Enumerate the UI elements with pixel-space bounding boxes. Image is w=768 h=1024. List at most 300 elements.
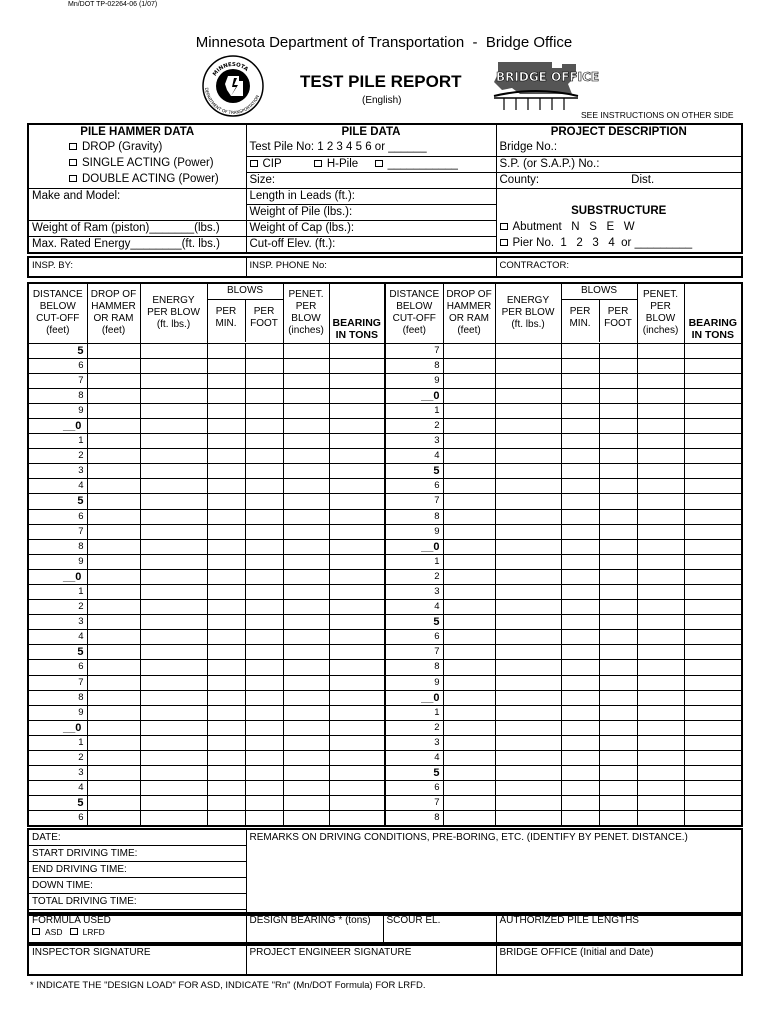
entry-cell[interactable] (495, 388, 561, 403)
pile-other-field[interactable]: ___________ (387, 157, 458, 170)
entry-cell[interactable] (637, 449, 684, 464)
entry-cell[interactable] (87, 796, 140, 811)
entry-cell[interactable] (443, 811, 495, 827)
entry-cell[interactable] (283, 449, 329, 464)
entry-cell[interactable] (87, 645, 140, 660)
entry-cell[interactable] (140, 358, 207, 373)
entry-cell[interactable] (87, 690, 140, 705)
entry-cell[interactable] (495, 600, 561, 615)
weight-pile-field[interactable]: Weight of Pile (lbs.): (246, 204, 496, 220)
entry-cell[interactable] (637, 418, 684, 433)
entry-cell[interactable] (443, 675, 495, 690)
entry-cell[interactable] (283, 811, 329, 827)
entry-cell[interactable] (561, 479, 599, 494)
entry-cell[interactable] (329, 569, 385, 584)
entry-cell[interactable] (684, 434, 742, 449)
entry-cell[interactable] (140, 705, 207, 720)
entry-cell[interactable] (443, 630, 495, 645)
entry-cell[interactable] (283, 373, 329, 388)
entry-cell[interactable] (684, 675, 742, 690)
entry-cell[interactable] (245, 645, 283, 660)
entry-cell[interactable] (140, 479, 207, 494)
entry-cell[interactable] (684, 569, 742, 584)
entry-cell[interactable] (140, 585, 207, 600)
entry-cell[interactable] (329, 343, 385, 358)
entry-cell[interactable] (87, 434, 140, 449)
entry-cell[interactable] (245, 766, 283, 781)
entry-cell[interactable] (599, 509, 637, 524)
entry-cell[interactable] (245, 373, 283, 388)
entry-cell[interactable] (87, 509, 140, 524)
entry-cell[interactable] (329, 539, 385, 554)
entry-cell[interactable] (637, 720, 684, 735)
entry-cell[interactable] (599, 343, 637, 358)
entry-cell[interactable] (684, 705, 742, 720)
entry-cell[interactable] (599, 751, 637, 766)
entry-cell[interactable] (599, 600, 637, 615)
authorized-lengths-field[interactable]: AUTHORIZED PILE LENGTHS (496, 913, 742, 943)
checkbox-icon[interactable] (69, 143, 77, 150)
entry-cell[interactable] (329, 479, 385, 494)
entry-cell[interactable] (443, 766, 495, 781)
entry-cell[interactable] (599, 434, 637, 449)
entry-cell[interactable] (207, 403, 245, 418)
entry-cell[interactable] (283, 539, 329, 554)
entry-cell[interactable] (561, 751, 599, 766)
entry-cell[interactable] (283, 524, 329, 539)
sp-no-field[interactable]: S.P. (or S.A.P.) No.: (496, 156, 742, 172)
max-energy-field[interactable]: Max. Rated Energy________(ft. lbs.) (32, 237, 220, 250)
entry-cell[interactable] (684, 645, 742, 660)
entry-cell[interactable] (140, 524, 207, 539)
entry-cell[interactable] (245, 630, 283, 645)
entry-cell[interactable] (561, 569, 599, 584)
entry-cell[interactable] (140, 811, 207, 827)
entry-cell[interactable] (561, 720, 599, 735)
entry-cell[interactable] (140, 554, 207, 569)
entry-cell[interactable] (140, 449, 207, 464)
entry-cell[interactable] (443, 645, 495, 660)
entry-cell[interactable] (245, 796, 283, 811)
entry-cell[interactable] (684, 418, 742, 433)
entry-cell[interactable] (561, 735, 599, 750)
entry-cell[interactable] (443, 388, 495, 403)
entry-cell[interactable] (599, 388, 637, 403)
entry-cell[interactable] (207, 524, 245, 539)
entry-cell[interactable] (87, 811, 140, 827)
entry-cell[interactable] (329, 796, 385, 811)
entry-cell[interactable] (283, 735, 329, 750)
entry-cell[interactable] (87, 569, 140, 584)
entry-cell[interactable] (207, 343, 245, 358)
total-time-field[interactable]: TOTAL DRIVING TIME: (28, 894, 246, 910)
entry-cell[interactable] (599, 494, 637, 509)
design-bearing-field[interactable]: DESIGN BEARING * (tons) (246, 913, 383, 943)
entry-cell[interactable] (637, 675, 684, 690)
entry-cell[interactable] (637, 615, 684, 630)
entry-cell[interactable] (495, 494, 561, 509)
entry-cell[interactable] (329, 615, 385, 630)
entry-cell[interactable] (561, 660, 599, 675)
entry-cell[interactable] (443, 690, 495, 705)
entry-cell[interactable] (637, 494, 684, 509)
cutoff-elev-field[interactable]: Cut-off Elev. (ft.): (246, 236, 496, 253)
entry-cell[interactable] (561, 645, 599, 660)
entry-cell[interactable] (140, 735, 207, 750)
entry-cell[interactable] (561, 796, 599, 811)
entry-cell[interactable] (495, 449, 561, 464)
entry-cell[interactable] (443, 343, 495, 358)
bridge-office-field[interactable]: BRIDGE OFFICE (Initial and Date) (496, 945, 742, 975)
entry-cell[interactable] (561, 449, 599, 464)
entry-cell[interactable] (207, 766, 245, 781)
entry-cell[interactable] (637, 781, 684, 796)
entry-cell[interactable] (637, 524, 684, 539)
entry-cell[interactable] (245, 449, 283, 464)
entry-cell[interactable] (245, 524, 283, 539)
checkbox-icon[interactable] (32, 928, 40, 935)
entry-cell[interactable] (599, 403, 637, 418)
entry-cell[interactable] (87, 343, 140, 358)
entry-cell[interactable] (637, 690, 684, 705)
entry-cell[interactable] (329, 600, 385, 615)
entry-cell[interactable] (599, 464, 637, 479)
entry-cell[interactable] (443, 418, 495, 433)
entry-cell[interactable] (329, 630, 385, 645)
entry-cell[interactable] (561, 615, 599, 630)
entry-cell[interactable] (283, 569, 329, 584)
entry-cell[interactable] (245, 388, 283, 403)
entry-cell[interactable] (207, 449, 245, 464)
entry-cell[interactable] (684, 796, 742, 811)
entry-cell[interactable] (207, 539, 245, 554)
entry-cell[interactable] (561, 630, 599, 645)
date-field[interactable]: DATE: (28, 829, 246, 846)
entry-cell[interactable] (140, 434, 207, 449)
entry-cell[interactable] (140, 403, 207, 418)
entry-cell[interactable] (599, 524, 637, 539)
entry-cell[interactable] (140, 796, 207, 811)
entry-cell[interactable] (329, 675, 385, 690)
entry-cell[interactable] (140, 630, 207, 645)
entry-cell[interactable] (329, 645, 385, 660)
entry-cell[interactable] (561, 811, 599, 827)
entry-cell[interactable] (599, 720, 637, 735)
entry-cell[interactable] (684, 464, 742, 479)
entry-cell[interactable] (87, 539, 140, 554)
entry-cell[interactable] (684, 509, 742, 524)
entry-cell[interactable] (329, 449, 385, 464)
entry-cell[interactable] (684, 403, 742, 418)
entry-cell[interactable] (140, 388, 207, 403)
entry-cell[interactable] (245, 781, 283, 796)
bridge-no-field[interactable]: Bridge No.: (496, 140, 742, 156)
entry-cell[interactable] (599, 675, 637, 690)
entry-cell[interactable] (443, 539, 495, 554)
entry-cell[interactable] (283, 464, 329, 479)
checkbox-icon[interactable] (70, 928, 78, 935)
entry-cell[interactable] (495, 524, 561, 539)
checkbox-icon[interactable] (250, 160, 258, 167)
entry-cell[interactable] (283, 705, 329, 720)
entry-cell[interactable] (87, 403, 140, 418)
entry-cell[interactable] (495, 358, 561, 373)
entry-cell[interactable] (207, 811, 245, 827)
entry-cell[interactable] (637, 479, 684, 494)
entry-cell[interactable] (283, 509, 329, 524)
entry-cell[interactable] (495, 751, 561, 766)
entry-cell[interactable] (283, 358, 329, 373)
entry-cell[interactable] (495, 509, 561, 524)
entry-cell[interactable] (207, 479, 245, 494)
entry-cell[interactable] (561, 358, 599, 373)
entry-cell[interactable] (561, 705, 599, 720)
entry-cell[interactable] (329, 720, 385, 735)
entry-cell[interactable] (329, 585, 385, 600)
entry-cell[interactable] (637, 569, 684, 584)
entry-cell[interactable] (245, 418, 283, 433)
make-model-field[interactable]: Make and Model: (32, 189, 121, 202)
entry-cell[interactable] (599, 796, 637, 811)
entry-cell[interactable] (684, 585, 742, 600)
entry-cell[interactable] (283, 781, 329, 796)
entry-cell[interactable] (283, 585, 329, 600)
entry-cell[interactable] (329, 464, 385, 479)
entry-cell[interactable] (637, 373, 684, 388)
entry-cell[interactable] (283, 494, 329, 509)
entry-cell[interactable] (684, 449, 742, 464)
entry-cell[interactable] (87, 735, 140, 750)
entry-cell[interactable] (684, 479, 742, 494)
county-dist-row[interactable] (496, 172, 742, 188)
entry-cell[interactable] (684, 766, 742, 781)
entry-cell[interactable] (599, 645, 637, 660)
hammer-drop-option[interactable] (28, 140, 246, 156)
entry-cell[interactable] (684, 751, 742, 766)
entry-cell[interactable] (283, 720, 329, 735)
entry-cell[interactable] (207, 615, 245, 630)
entry-cell[interactable] (443, 554, 495, 569)
entry-cell[interactable] (207, 796, 245, 811)
entry-cell[interactable] (443, 479, 495, 494)
insp-phone-field[interactable]: INSP. PHONE No: (246, 257, 496, 277)
entry-cell[interactable] (599, 660, 637, 675)
entry-cell[interactable] (495, 615, 561, 630)
entry-cell[interactable] (87, 766, 140, 781)
entry-cell[interactable] (140, 675, 207, 690)
entry-cell[interactable] (140, 645, 207, 660)
entry-cell[interactable] (207, 600, 245, 615)
length-leads-field[interactable]: Length in Leads (ft.): (246, 188, 496, 204)
entry-cell[interactable] (637, 735, 684, 750)
entry-cell[interactable] (637, 766, 684, 781)
entry-cell[interactable] (495, 766, 561, 781)
entry-cell[interactable] (283, 675, 329, 690)
entry-cell[interactable] (443, 569, 495, 584)
hammer-single-option[interactable] (28, 156, 246, 172)
entry-cell[interactable] (599, 630, 637, 645)
entry-cell[interactable] (561, 781, 599, 796)
entry-cell[interactable] (599, 418, 637, 433)
entry-cell[interactable] (140, 751, 207, 766)
entry-cell[interactable] (495, 796, 561, 811)
entry-cell[interactable] (637, 343, 684, 358)
entry-cell[interactable] (684, 554, 742, 569)
entry-cell[interactable] (684, 358, 742, 373)
entry-cell[interactable] (329, 735, 385, 750)
entry-cell[interactable] (443, 660, 495, 675)
entry-cell[interactable] (207, 630, 245, 645)
entry-cell[interactable] (495, 403, 561, 418)
entry-cell[interactable] (684, 630, 742, 645)
entry-cell[interactable] (443, 403, 495, 418)
entry-cell[interactable] (637, 811, 684, 827)
entry-cell[interactable] (329, 524, 385, 539)
entry-cell[interactable] (443, 464, 495, 479)
entry-cell[interactable] (245, 554, 283, 569)
entry-cell[interactable] (637, 585, 684, 600)
entry-cell[interactable] (599, 373, 637, 388)
entry-cell[interactable] (495, 464, 561, 479)
entry-cell[interactable] (87, 675, 140, 690)
entry-cell[interactable] (207, 735, 245, 750)
entry-cell[interactable] (637, 796, 684, 811)
entry-cell[interactable] (87, 479, 140, 494)
entry-cell[interactable] (599, 811, 637, 827)
entry-cell[interactable] (283, 766, 329, 781)
entry-cell[interactable] (684, 494, 742, 509)
entry-cell[interactable] (245, 403, 283, 418)
entry-cell[interactable] (637, 539, 684, 554)
entry-cell[interactable] (207, 373, 245, 388)
entry-cell[interactable] (87, 600, 140, 615)
entry-cell[interactable] (140, 781, 207, 796)
entry-cell[interactable] (87, 705, 140, 720)
entry-cell[interactable] (283, 418, 329, 433)
checkbox-icon[interactable] (500, 239, 508, 246)
entry-cell[interactable] (329, 781, 385, 796)
entry-cell[interactable] (140, 418, 207, 433)
entry-cell[interactable] (495, 585, 561, 600)
entry-cell[interactable] (87, 630, 140, 645)
entry-cell[interactable] (495, 660, 561, 675)
entry-cell[interactable] (561, 690, 599, 705)
entry-cell[interactable] (207, 705, 245, 720)
entry-cell[interactable] (245, 569, 283, 584)
entry-cell[interactable] (561, 585, 599, 600)
entry-cell[interactable] (140, 569, 207, 584)
entry-cell[interactable] (561, 524, 599, 539)
entry-cell[interactable] (637, 645, 684, 660)
entry-cell[interactable] (140, 343, 207, 358)
entry-cell[interactable] (443, 751, 495, 766)
entry-cell[interactable] (561, 494, 599, 509)
entry-cell[interactable] (140, 720, 207, 735)
entry-cell[interactable] (495, 690, 561, 705)
entry-cell[interactable] (140, 464, 207, 479)
hammer-double-option[interactable] (28, 172, 246, 188)
entry-cell[interactable] (283, 660, 329, 675)
entry-cell[interactable] (207, 494, 245, 509)
entry-cell[interactable] (245, 479, 283, 494)
entry-cell[interactable] (329, 509, 385, 524)
entry-cell[interactable] (561, 373, 599, 388)
contractor-field[interactable]: CONTRACTOR: (496, 257, 742, 277)
entry-cell[interactable] (207, 781, 245, 796)
entry-cell[interactable] (561, 388, 599, 403)
entry-cell[interactable] (87, 494, 140, 509)
checkbox-icon[interactable] (69, 159, 77, 166)
entry-cell[interactable] (283, 615, 329, 630)
entry-cell[interactable] (87, 418, 140, 433)
entry-cell[interactable] (561, 434, 599, 449)
entry-cell[interactable] (87, 373, 140, 388)
entry-cell[interactable] (207, 720, 245, 735)
entry-cell[interactable] (283, 796, 329, 811)
entry-cell[interactable] (495, 554, 561, 569)
entry-cell[interactable] (207, 464, 245, 479)
checkbox-icon[interactable] (69, 175, 77, 182)
entry-cell[interactable] (329, 494, 385, 509)
test-pile-no[interactable]: Test Pile No: 1 2 3 4 5 6 or ______ (246, 140, 496, 156)
entry-cell[interactable] (207, 358, 245, 373)
entry-cell[interactable] (495, 434, 561, 449)
entry-cell[interactable] (283, 403, 329, 418)
entry-cell[interactable] (140, 766, 207, 781)
entry-cell[interactable] (637, 554, 684, 569)
size-field[interactable]: Size: (246, 172, 496, 188)
entry-cell[interactable] (637, 630, 684, 645)
remarks-field[interactable]: REMARKS ON DRIVING CONDITIONS, PRE-BORING, ETC. (IDENTIFY BY PENET. DISTANCE.) (246, 829, 742, 915)
entry-cell[interactable] (87, 358, 140, 373)
entry-cell[interactable] (599, 615, 637, 630)
entry-cell[interactable] (637, 705, 684, 720)
entry-cell[interactable] (283, 343, 329, 358)
entry-cell[interactable] (329, 811, 385, 827)
entry-cell[interactable] (140, 600, 207, 615)
entry-cell[interactable] (495, 735, 561, 750)
entry-cell[interactable] (443, 509, 495, 524)
entry-cell[interactable] (87, 660, 140, 675)
entry-cell[interactable] (329, 705, 385, 720)
entry-cell[interactable] (637, 434, 684, 449)
abutment-option[interactable] (496, 220, 742, 236)
entry-cell[interactable] (245, 720, 283, 735)
entry-cell[interactable] (329, 403, 385, 418)
entry-cell[interactable] (329, 660, 385, 675)
entry-cell[interactable] (140, 494, 207, 509)
pier-option[interactable] (496, 236, 742, 253)
entry-cell[interactable] (207, 690, 245, 705)
entry-cell[interactable] (245, 539, 283, 554)
entry-cell[interactable] (207, 509, 245, 524)
entry-cell[interactable] (245, 343, 283, 358)
entry-cell[interactable] (637, 751, 684, 766)
entry-cell[interactable] (684, 343, 742, 358)
entry-cell[interactable] (245, 735, 283, 750)
entry-cell[interactable] (443, 720, 495, 735)
entry-cell[interactable] (684, 735, 742, 750)
entry-cell[interactable] (245, 358, 283, 373)
entry-cell[interactable] (245, 751, 283, 766)
entry-cell[interactable] (140, 660, 207, 675)
entry-cell[interactable] (283, 690, 329, 705)
checkbox-icon[interactable] (500, 223, 508, 230)
entry-cell[interactable] (207, 751, 245, 766)
entry-cell[interactable] (140, 539, 207, 554)
entry-cell[interactable] (495, 539, 561, 554)
entry-cell[interactable] (561, 554, 599, 569)
